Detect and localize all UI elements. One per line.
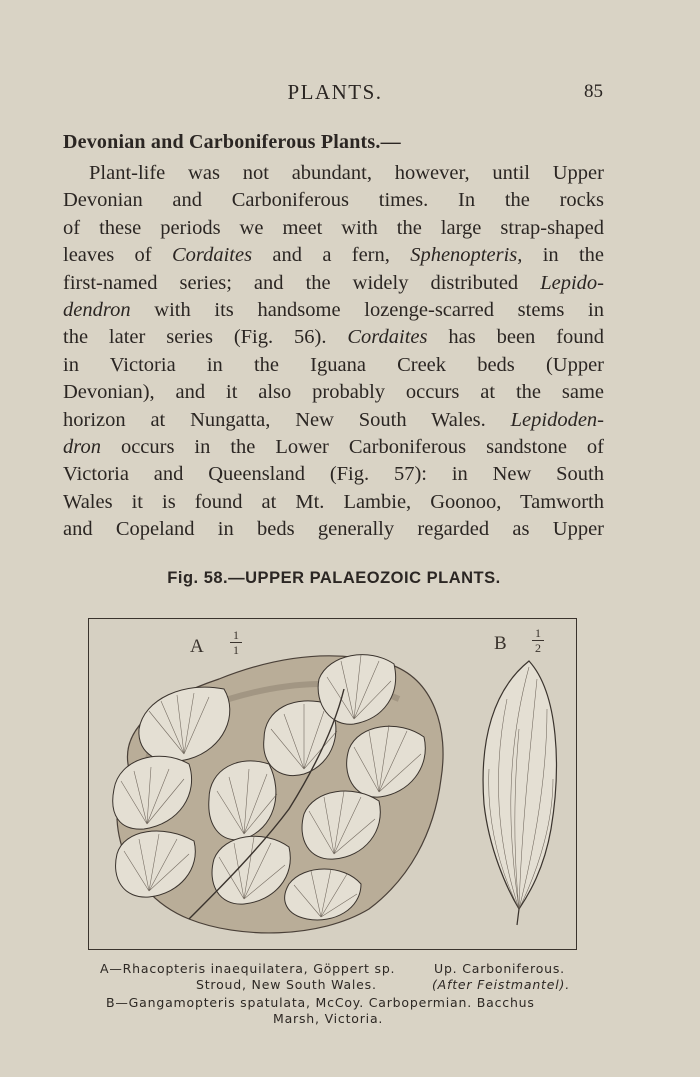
gangamopteris-specimen	[483, 661, 556, 925]
figure-plate	[88, 618, 577, 950]
body-line: leaves of Cordaites and a fern, Sphenopteris, in the	[63, 244, 605, 267]
body-line: Victoria and Queensland (Fig. 57): in New South	[63, 463, 604, 486]
body-line: first-named series; and the widely distributed Lepido-	[63, 271, 604, 294]
legend-a-line1-right: Up. Carboniferous.	[434, 961, 565, 976]
scale-a	[230, 629, 242, 656]
specimen-label-b: B	[494, 633, 507, 654]
scale-a-numerator: 1	[233, 628, 239, 642]
body-line: and Copeland in beds generally regarded as Upper	[63, 518, 604, 541]
body-line: the later series (Fig. 56). Cordaites has been found	[63, 326, 605, 349]
body-line: Plant-life was not abundant, however, until Upper	[89, 162, 604, 184]
scale-b-numerator: 1	[535, 626, 541, 640]
legend-b-line1: B—Gangamopteris spatulata, McCoy. Carbopermian. Bacchus	[106, 995, 535, 1010]
fossil-illustration	[89, 619, 575, 948]
body-line: in Victoria in the Iguana Creek beds (Upper	[63, 353, 604, 376]
figure-caption: Fig. 58.—UPPER PALAEOZOIC PLANTS.	[167, 569, 501, 587]
body-line: dron occurs in the Lower Carboniferous sandstone of	[63, 435, 605, 458]
scale-a-denominator: 1	[233, 643, 239, 657]
section-heading: Devonian and Carboniferous Plants.—	[63, 131, 401, 153]
body-paragraph	[63, 160, 604, 543]
body-line: Devonian), and it also probably occurs at the same	[63, 381, 604, 404]
scale-b	[532, 627, 544, 654]
legend-a-line2: Stroud, New South Wales.	[196, 977, 377, 992]
body-line: horizon at Nungatta, New South Wales. Lepidoden-	[63, 408, 604, 431]
body-line: of these periods we meet with the large strap-shaped	[63, 216, 604, 239]
scale-b-denominator: 2	[535, 641, 541, 655]
legend-a-line1: A—Rhacopteris inaequilatera, Göppert sp.	[100, 961, 396, 976]
legend-attribution: (After Feistmantel).	[432, 977, 570, 992]
body-line: Wales it is found at Mt. Lambie, Goonoo, Tamworth	[63, 490, 604, 513]
body-line: Devonian and Carboniferous times. In the rocks	[63, 189, 604, 212]
page-number: 85	[584, 81, 603, 102]
running-header-title: PLANTS.	[287, 80, 383, 104]
rhacopteris-specimen	[113, 655, 443, 933]
body-line: dendron with its handsome lozenge-scarred stems in	[63, 298, 605, 321]
legend-a-line2-right	[432, 977, 570, 992]
specimen-label-a: A	[190, 636, 204, 657]
legend-b-line2: Marsh, Victoria.	[273, 1011, 384, 1026]
